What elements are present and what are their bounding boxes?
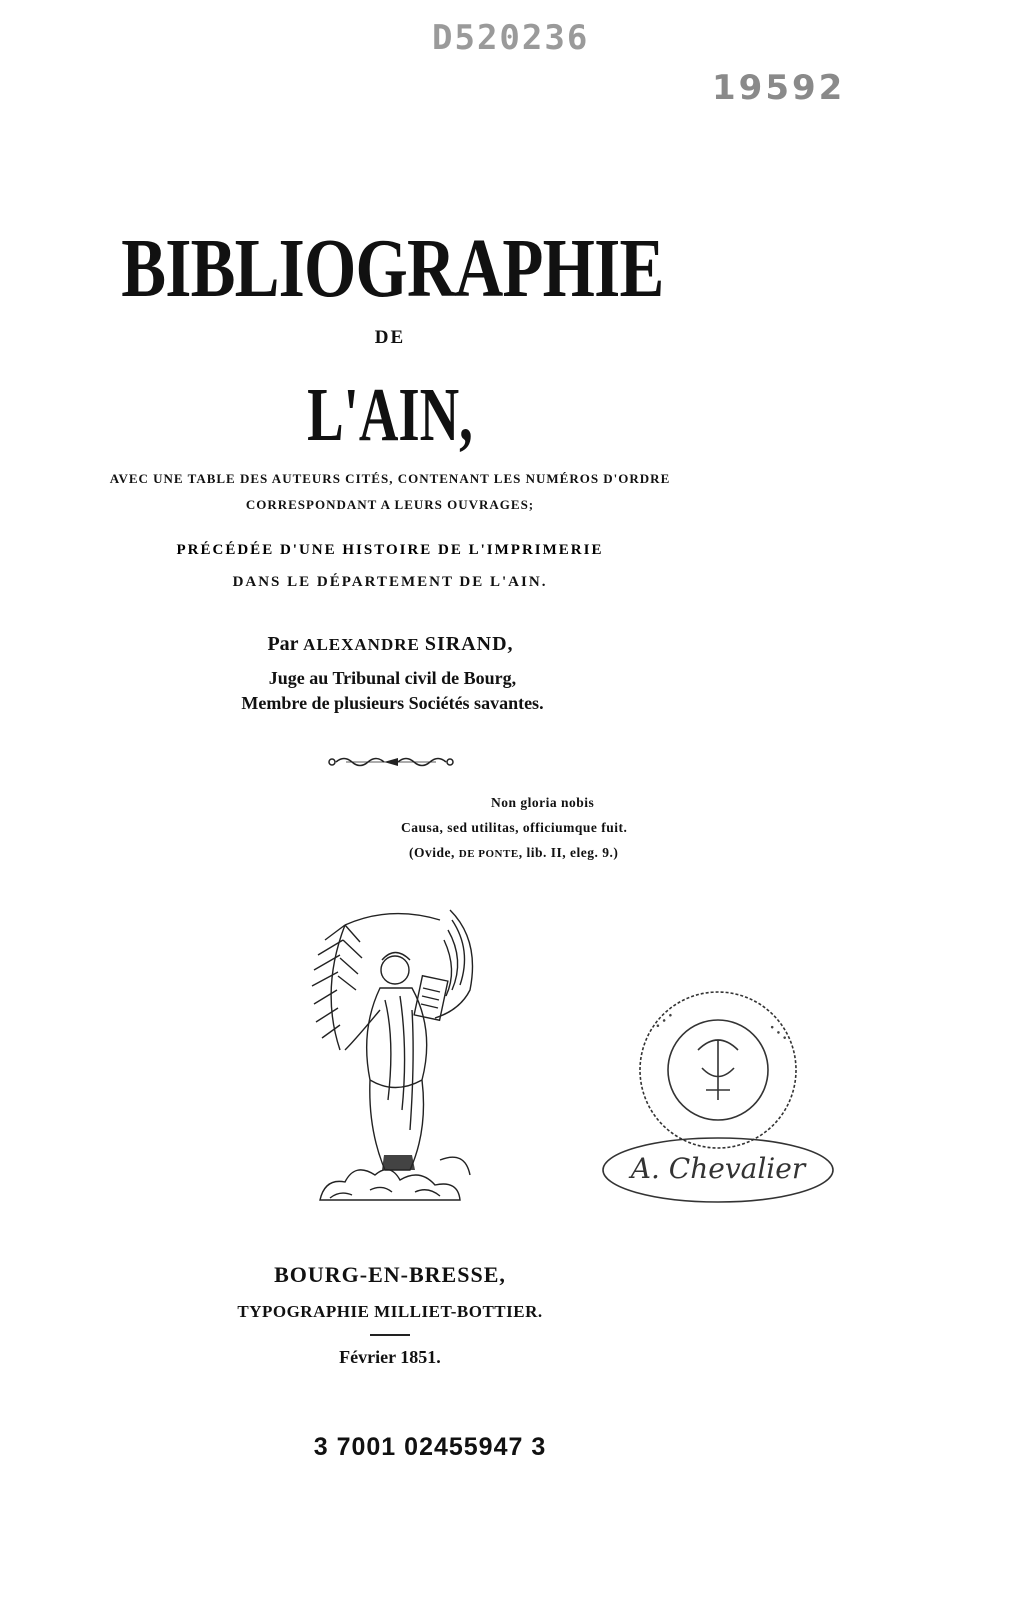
epigraph-line-1: Non gloria nobis: [491, 795, 595, 810]
ornament-divider: [326, 752, 456, 772]
book-title: BIBLIOGRAPHIE: [121, 222, 664, 315]
svg-text:• • •: • • •: [766, 1022, 790, 1045]
library-seal-stamp: [598, 990, 838, 1210]
barcode-number: 3 7001 02455947 3: [313, 1433, 547, 1461]
author-first-name: ALEXANDRE: [303, 635, 420, 654]
epigraph-line-2: Causa, sed utilitas, officiumque fuit.: [401, 820, 628, 835]
subtitle-line-2: CORRESPONDANT A LEURS OUVRAGES;: [245, 497, 535, 512]
imprint-date: Février 1851.: [339, 1347, 441, 1367]
shelf-mark-stamp: D520236: [432, 18, 590, 58]
author-role-1: Juge au Tribunal civil de Bourg,: [268, 668, 517, 688]
title-connector: DE: [374, 327, 406, 348]
reference-number-stamp: 19592: [712, 68, 846, 108]
epigraph-line-3: [409, 845, 618, 861]
epigraph-source-work: DE PONTE: [458, 848, 519, 860]
author-by: Par: [267, 633, 299, 655]
imprint-rule: [370, 1334, 410, 1336]
author-trailing: ,: [507, 633, 513, 655]
department-line: DANS LE DÉPARTEMENT DE L'AIN.: [232, 574, 548, 590]
author-last-name: SIRAND: [424, 633, 508, 655]
imprint-city: BOURG-EN-BRESSE,: [274, 1262, 506, 1287]
imprint-printer: TYPOGRAPHIE MILLIET-BOTTIER.: [237, 1302, 543, 1321]
author-line: [0, 633, 780, 656]
svg-text:• • •: • • •: [653, 1010, 677, 1033]
author-role-2: Membre de plusieurs Sociétés savantes.: [241, 693, 544, 713]
epigraph-source-suffix: , lib. II, eleg. 9.): [518, 845, 619, 860]
preceded-line: PRÉCÉDÉE D'UNE HISTOIRE DE L'IMPRIMERIE: [176, 542, 604, 558]
seal-signature: A. Chevalier: [630, 1152, 806, 1185]
epigraph-source-prefix: (Ovide,: [409, 845, 455, 860]
title-subject: L'AIN,: [307, 373, 473, 457]
angel-engraving: [300, 900, 490, 1222]
subtitle-line-1: AVEC UNE TABLE DES AUTEURS CITÉS, CONTENANT LES NUMÉROS D'ORDRE: [109, 471, 671, 486]
